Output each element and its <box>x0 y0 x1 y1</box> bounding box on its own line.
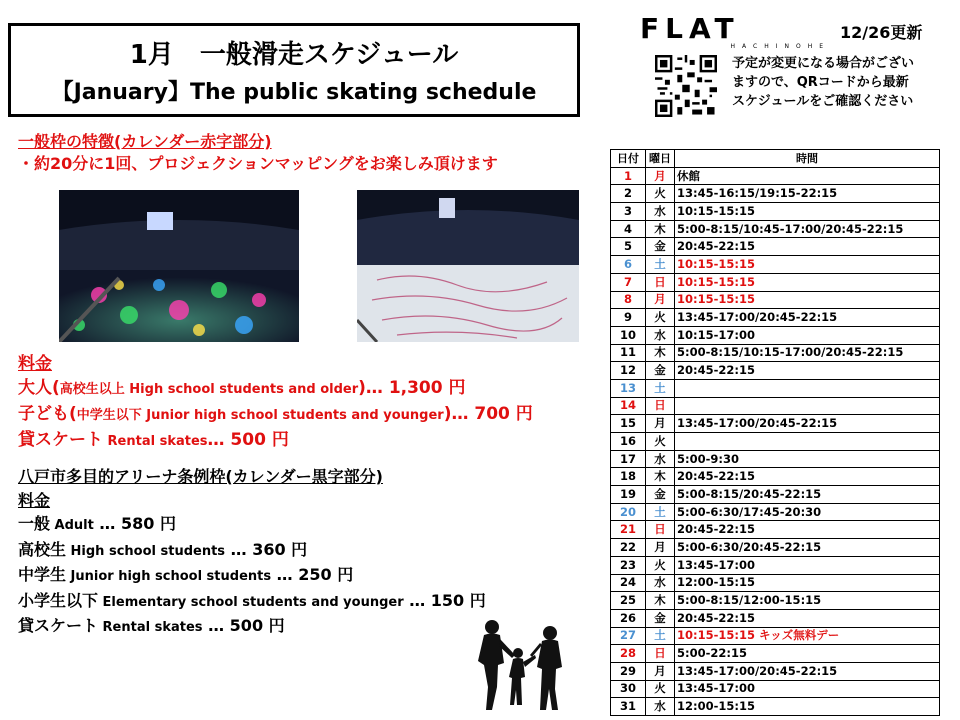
schedule-row <box>611 539 940 557</box>
schedule-date: 6 <box>611 256 646 274</box>
schedule-date: 31 <box>611 698 646 716</box>
schedule-row <box>611 680 940 698</box>
schedule-time <box>675 379 940 397</box>
schedule-weekday: 月 <box>646 415 675 433</box>
schedule-table <box>610 149 940 716</box>
schedule-row <box>611 468 940 486</box>
schedule-weekday: 木 <box>646 468 675 486</box>
schedule-row <box>611 662 940 680</box>
schedule-row <box>611 256 940 274</box>
city-heading: 八戸市多目的アリーナ条例枠(カレンダー黒字部分) <box>18 467 383 486</box>
schedule-weekday: 火 <box>646 309 675 327</box>
schedule-time: 5:00-8:15/10:45-17:00/20:45-22:15 <box>675 220 940 238</box>
city-fee-price: … 150 円 <box>403 590 486 610</box>
schedule-row <box>611 220 940 238</box>
schedule-time: 13:45-17:00/20:45-22:15 <box>675 662 940 680</box>
rink-photo-1 <box>59 190 299 342</box>
schedule-time: 13:45-17:00 <box>675 556 940 574</box>
schedule-time: 12:00-15:15 <box>675 574 940 592</box>
fee-child-price: )… 700 円 <box>443 404 533 424</box>
schedule-weekday: 土 <box>646 627 675 645</box>
schedule-time: 10:15-15:15 <box>675 273 940 291</box>
fee-skates-price: … 500 円 <box>207 430 289 450</box>
city-fee-note: High school students <box>66 543 226 559</box>
schedule-time: 5:00-22:15 <box>675 645 940 663</box>
schedule-row <box>611 185 940 203</box>
schedule-row <box>611 627 940 645</box>
fee-child-note: 中学生以下 Junior high school students and younger <box>76 408 444 423</box>
schedule-time: 10:15-15:15 <box>675 203 940 221</box>
fee-child <box>18 402 533 428</box>
fees-section <box>18 352 533 454</box>
page-subtitle: 【January】The public skating schedule <box>51 80 537 105</box>
fee-adult <box>18 376 533 402</box>
schedule-date: 26 <box>611 609 646 627</box>
schedule-weekday: 日 <box>646 397 675 415</box>
schedule-date: 14 <box>611 397 646 415</box>
schedule-row <box>611 326 940 344</box>
schedule-weekday: 日 <box>646 521 675 539</box>
schedule-row <box>611 486 940 504</box>
fee-skates <box>18 428 533 454</box>
schedule-time: 5:00-8:15/20:45-22:15 <box>675 486 940 504</box>
schedule-row <box>611 574 940 592</box>
schedule-weekday: 金 <box>646 238 675 256</box>
features-section <box>18 131 498 175</box>
schedule-weekday: 月 <box>646 662 675 680</box>
schedule-weekday: 土 <box>646 503 675 521</box>
schedule-row <box>611 344 940 362</box>
schedule-row <box>611 521 940 539</box>
logo-sub: HACHINOHE <box>730 43 830 50</box>
fees-heading: 料金 <box>18 354 52 374</box>
schedule-date: 16 <box>611 433 646 451</box>
schedule-time: 12:00-15:15 <box>675 698 940 716</box>
schedule-weekday: 月 <box>646 539 675 557</box>
city-fee-heading: 料金 <box>18 490 51 510</box>
schedule-weekday: 月 <box>646 167 675 185</box>
schedule-row <box>611 309 940 327</box>
qr-code[interactable] <box>655 55 717 117</box>
schedule-time: 20:45-22:15 <box>675 362 940 380</box>
schedule-row <box>611 362 940 380</box>
schedule-date: 7 <box>611 273 646 291</box>
skaters-silhouette-icon <box>470 615 580 713</box>
schedule-row <box>611 238 940 256</box>
schedule-date: 21 <box>611 521 646 539</box>
city-fee-note: Adult <box>50 518 94 533</box>
schedule-row <box>611 415 940 433</box>
city-fee-item <box>18 512 486 538</box>
city-fee-item <box>18 614 486 640</box>
city-fee-note: Elementary school students and younger <box>98 594 404 610</box>
schedule-row <box>611 397 940 415</box>
page-title: 1月 一般滑走スケジュール <box>129 40 459 70</box>
schedule-time: 5:00-9:30 <box>675 450 940 468</box>
logo-mark: FLAT <box>640 12 740 45</box>
schedule-time: 5:00-6:30/20:45-22:15 <box>675 539 940 557</box>
schedule-time: 5:00-6:30/17:45-20:30 <box>675 503 940 521</box>
schedule-header-row <box>611 150 940 168</box>
schedule-date: 27 <box>611 627 646 645</box>
schedule-weekday: 木 <box>646 220 675 238</box>
schedule-weekday: 土 <box>646 379 675 397</box>
fee-adult-label: 大人( <box>18 378 60 398</box>
schedule-date: 8 <box>611 291 646 309</box>
schedule-date: 24 <box>611 574 646 592</box>
schedule-date: 9 <box>611 309 646 327</box>
fee-adult-note: 高校生以上 High school students and older <box>59 382 359 397</box>
schedule-row <box>611 167 940 185</box>
fee-child-label: 子ども( <box>18 404 77 424</box>
schedule-date: 2 <box>611 185 646 203</box>
schedule-weekday: 水 <box>646 326 675 344</box>
schedule-row <box>611 698 940 716</box>
city-fee-item <box>18 589 486 615</box>
schedule-time: 13:45-17:00/20:45-22:15 <box>675 415 940 433</box>
rink-photo-2 <box>357 190 579 342</box>
schedule-row <box>611 592 940 610</box>
schedule-time: 5:00-8:15/10:15-17:00/20:45-22:15 <box>675 344 940 362</box>
schedule-time: 休館 <box>675 167 940 185</box>
schedule-weekday: 火 <box>646 556 675 574</box>
schedule-weekday: 水 <box>646 698 675 716</box>
schedule-weekday: 木 <box>646 592 675 610</box>
schedule-time: 10:15-17:00 <box>675 326 940 344</box>
schedule-date: 29 <box>611 662 646 680</box>
schedule-time: 10:15-15:15 <box>675 291 940 309</box>
schedule-date: 5 <box>611 238 646 256</box>
schedule-date: 18 <box>611 468 646 486</box>
schedule-weekday: 日 <box>646 645 675 663</box>
city-fee-price: … 500 円 <box>202 616 285 635</box>
notice-line: ますので、QRコードから最新 <box>732 75 909 90</box>
schedule-weekday: 水 <box>646 574 675 592</box>
notice-line: スケジュールをご確認ください <box>732 94 914 109</box>
city-fee-item <box>18 538 486 564</box>
schedule-date: 17 <box>611 450 646 468</box>
schedule-weekday: 金 <box>646 609 675 627</box>
city-fee-label: 中学生 <box>18 565 67 584</box>
schedule-weekday: 火 <box>646 185 675 203</box>
schedule-date: 23 <box>611 556 646 574</box>
schedule-time: 13:45-16:15/19:15-22:15 <box>675 185 940 203</box>
schedule-date: 30 <box>611 680 646 698</box>
schedule-weekday: 水 <box>646 450 675 468</box>
schedule-date: 3 <box>611 203 646 221</box>
header-date: 日付 <box>611 150 646 168</box>
city-fee-label: 貸スケート <box>18 616 99 635</box>
schedule-time: 20:45-22:15 <box>675 521 940 539</box>
schedule-weekday: 火 <box>646 433 675 451</box>
city-fee-price: … 580 円 <box>93 514 176 533</box>
city-fee-item <box>18 563 486 589</box>
schedule-row <box>611 291 940 309</box>
updated-date: 12/26更新 <box>840 23 923 42</box>
schedule-row <box>611 379 940 397</box>
fee-skates-note: Rental skates <box>103 434 208 449</box>
schedule-date: 25 <box>611 592 646 610</box>
schedule-row <box>611 450 940 468</box>
schedule-weekday: 月 <box>646 291 675 309</box>
schedule-time <box>675 397 940 415</box>
features-heading: 一般枠の特徴(カレンダー赤字部分) <box>18 132 272 151</box>
city-fee-label: 小学生以下 <box>18 590 99 610</box>
schedule-weekday: 金 <box>646 362 675 380</box>
schedule-time <box>675 433 940 451</box>
schedule-weekday: 日 <box>646 273 675 291</box>
city-section <box>18 465 486 640</box>
features-line: ・約20分に1回、プロジェクションマッピングをお楽しみ頂けます <box>18 154 498 173</box>
schedule-date: 20 <box>611 503 646 521</box>
schedule-date: 1 <box>611 167 646 185</box>
schedule-row <box>611 203 940 221</box>
city-fee-note: Rental skates <box>98 620 203 635</box>
flat-logo <box>640 12 830 50</box>
header-weekday: 曜日 <box>646 150 675 168</box>
schedule-date: 19 <box>611 486 646 504</box>
schedule-row <box>611 645 940 663</box>
schedule-row <box>611 609 940 627</box>
city-fee-price: … 360 円 <box>225 539 308 559</box>
schedule-date: 4 <box>611 220 646 238</box>
schedule-time: 10:15-15:15 キッズ無料デー <box>675 627 940 645</box>
schedule-weekday: 金 <box>646 486 675 504</box>
schedule-time: 10:15-15:15 <box>675 256 940 274</box>
schedule-time: 20:45-22:15 <box>675 609 940 627</box>
schedule-date: 13 <box>611 379 646 397</box>
notice-line: 予定が変更になる場合がござい <box>732 56 915 71</box>
schedule-date: 11 <box>611 344 646 362</box>
schedule-time: 13:45-17:00/20:45-22:15 <box>675 309 940 327</box>
city-fee-price: … 250 円 <box>271 565 354 584</box>
schedule-date: 12 <box>611 362 646 380</box>
fee-adult-price: )… 1,300 円 <box>358 378 466 398</box>
notice-text <box>732 54 914 111</box>
fee-skates-label: 貸スケート <box>18 430 103 450</box>
schedule-weekday: 水 <box>646 203 675 221</box>
schedule-date: 15 <box>611 415 646 433</box>
city-fee-note: Junior high school students <box>66 569 272 584</box>
schedule-row <box>611 503 940 521</box>
schedule-time: 20:45-22:15 <box>675 468 940 486</box>
city-fee-label: 高校生 <box>18 539 67 559</box>
schedule-date: 10 <box>611 326 646 344</box>
schedule-weekday: 火 <box>646 680 675 698</box>
schedule-row <box>611 556 940 574</box>
schedule-row <box>611 273 940 291</box>
schedule-weekday: 木 <box>646 344 675 362</box>
schedule-date: 28 <box>611 645 646 663</box>
schedule-time: 5:00-8:15/12:00-15:15 <box>675 592 940 610</box>
schedule-body <box>611 167 940 715</box>
schedule-date: 22 <box>611 539 646 557</box>
schedule-time: 13:45-17:00 <box>675 680 940 698</box>
schedule-weekday: 土 <box>646 256 675 274</box>
header-time: 時間 <box>675 150 940 168</box>
schedule-time: 20:45-22:15 <box>675 238 940 256</box>
schedule-row <box>611 433 940 451</box>
city-fee-label: 一般 <box>18 514 51 533</box>
title-box <box>8 23 580 117</box>
